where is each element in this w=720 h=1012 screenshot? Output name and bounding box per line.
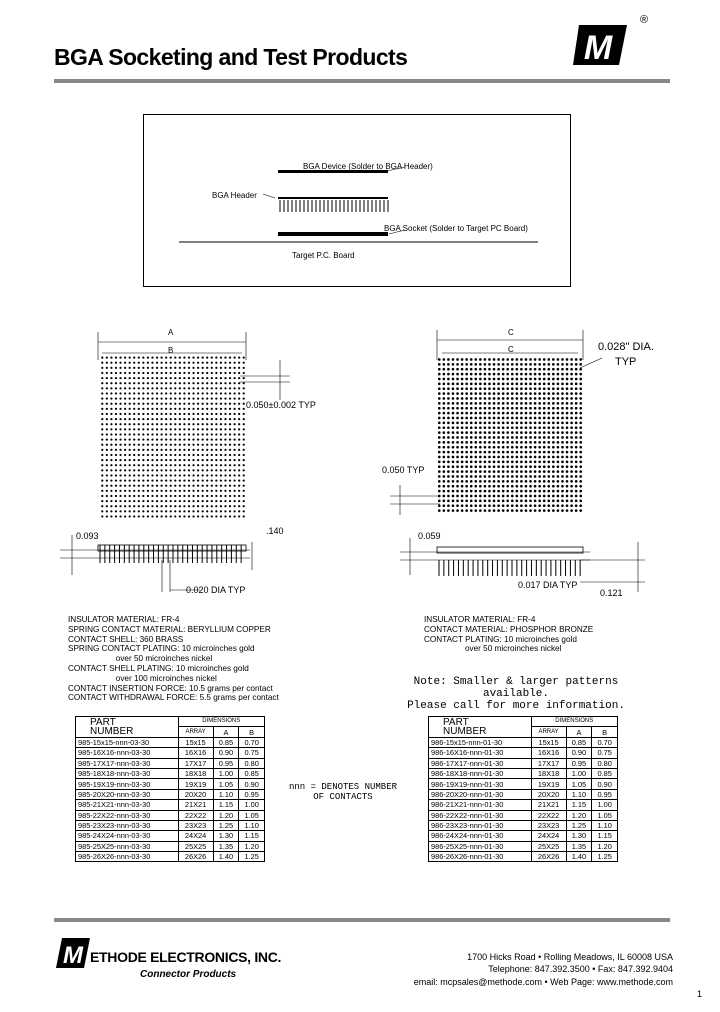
a-value-cell: 1.40 bbox=[213, 852, 239, 862]
b-value-cell: 1.05 bbox=[239, 810, 265, 820]
a-value-cell: 1.20 bbox=[566, 810, 592, 820]
a-value-cell: 0.85 bbox=[213, 737, 239, 747]
a-value-cell: 0.90 bbox=[213, 748, 239, 758]
note-line-1: Note: Smaller & larger patterns available. bbox=[413, 676, 619, 700]
a-value-cell: 1.25 bbox=[566, 820, 592, 830]
array-cell: 20X20 bbox=[531, 789, 566, 799]
dim-b-label: B bbox=[168, 346, 174, 355]
division-name: Connector Products bbox=[140, 969, 237, 980]
table-row bbox=[429, 831, 618, 841]
footer-logo-letter: M bbox=[63, 942, 83, 969]
table-row bbox=[76, 737, 265, 747]
bga-socket-label: BGA Socket (Solder to Target PC Board) bbox=[384, 224, 528, 233]
part-number-cell: 986-17X17-nnn-01-30 bbox=[429, 758, 532, 768]
logo-letter: M bbox=[583, 29, 613, 67]
a-value-cell: 1.15 bbox=[213, 800, 239, 810]
part-number-cell: 986-19X19-nnn-01-30 bbox=[429, 779, 532, 789]
b-value-cell: 0.80 bbox=[592, 758, 618, 768]
part-number-cell: 985-19X19-nnn-03-30 bbox=[76, 779, 179, 789]
part-number-cell: 986-24X24-nnn-01-30 bbox=[429, 831, 532, 841]
bga-device-label: BGA Device (Solder to BGA Header) bbox=[303, 162, 433, 171]
array-cell: 17X17 bbox=[178, 758, 213, 768]
a-value-cell: 1.35 bbox=[566, 841, 592, 851]
a-value-cell: 1.15 bbox=[566, 800, 592, 810]
array-cell: 18X18 bbox=[178, 768, 213, 778]
registered-mark: ® bbox=[640, 14, 649, 26]
table-row bbox=[76, 748, 265, 758]
b-value-cell: 0.90 bbox=[592, 779, 618, 789]
dimensions-header: DIMENSIONS bbox=[531, 717, 617, 727]
b-value-cell: 1.00 bbox=[592, 800, 618, 810]
b-value-cell: 1.15 bbox=[592, 831, 618, 841]
a-value-cell: 0.95 bbox=[566, 758, 592, 768]
array-cell: 23X23 bbox=[531, 820, 566, 830]
b-value-cell: 0.90 bbox=[239, 779, 265, 789]
target-board-label: Target P.C. Board bbox=[292, 251, 355, 260]
b-header: B bbox=[239, 727, 265, 737]
array-cell: 22X22 bbox=[531, 810, 566, 820]
array-cell: 16X16 bbox=[531, 748, 566, 758]
part-number-cell: 985-26X26-nnn-03-30 bbox=[76, 852, 179, 862]
b-header: B bbox=[592, 727, 618, 737]
part-number-cell: 985-15x15-nnn-03-30 bbox=[76, 737, 179, 747]
right-part-table bbox=[428, 716, 618, 862]
part-header: PART bbox=[90, 716, 116, 728]
right-121-label: 0.121 bbox=[600, 588, 623, 598]
a-value-cell: 1.40 bbox=[566, 852, 592, 862]
part-header-cell bbox=[76, 717, 179, 738]
array-cell: 23X23 bbox=[178, 820, 213, 830]
right-dia2-label: 0.017 DIA TYP bbox=[518, 580, 578, 590]
a-value-cell: 1.00 bbox=[213, 768, 239, 778]
array-cell: 17X17 bbox=[531, 758, 566, 768]
a-value-cell: 1.30 bbox=[566, 831, 592, 841]
dimensions-header: DIMENSIONS bbox=[178, 717, 264, 727]
a-header: A bbox=[566, 727, 592, 737]
array-cell: 25X25 bbox=[178, 841, 213, 851]
dim-c2-label: C bbox=[508, 345, 514, 354]
table-row bbox=[429, 758, 618, 768]
left-dimension-lines bbox=[40, 320, 330, 610]
b-value-cell: 1.20 bbox=[239, 841, 265, 851]
b-value-cell: 0.75 bbox=[239, 748, 265, 758]
part-number-cell: 985-25X25-nnn-03-30 bbox=[76, 841, 179, 851]
left-140-label: .140 bbox=[266, 526, 284, 536]
table-row bbox=[429, 841, 618, 851]
left-part-table bbox=[75, 716, 265, 862]
part-number-cell: 986-16X16-nnn-01-30 bbox=[429, 748, 532, 758]
part-number-cell: 985-24X24-nnn-03-30 bbox=[76, 831, 179, 841]
b-value-cell: 0.75 bbox=[592, 748, 618, 758]
left-dia-label: 0.020 DIA TYP bbox=[186, 585, 246, 595]
right-pitch-label: 0.050 TYP bbox=[382, 465, 425, 475]
part-number-cell: 986-20X20-nnn-01-30 bbox=[429, 789, 532, 799]
part-number-cell: 986-26X26-nnn-01-30 bbox=[429, 852, 532, 862]
array-cell: 15x15 bbox=[531, 737, 566, 747]
part-header: PART bbox=[443, 716, 469, 728]
a-value-cell: 1.00 bbox=[566, 768, 592, 778]
table-row bbox=[76, 789, 265, 799]
phone: Telephone: 847.392.3500 • Fax: 847.392.9404 bbox=[488, 964, 673, 974]
part-number-cell: 986-21X21-nnn-01-30 bbox=[429, 800, 532, 810]
title-rule bbox=[54, 79, 670, 83]
b-value-cell: 1.20 bbox=[592, 841, 618, 851]
b-value-cell: 1.10 bbox=[592, 820, 618, 830]
array-cell: 19X19 bbox=[531, 779, 566, 789]
table-row bbox=[429, 820, 618, 830]
methode-logo bbox=[573, 19, 627, 67]
part-number-cell: 986-23X23-nnn-01-30 bbox=[429, 820, 532, 830]
part-header-cell bbox=[429, 717, 532, 738]
b-value-cell: 1.25 bbox=[592, 852, 618, 862]
table-row bbox=[76, 758, 265, 768]
right-dia-label: 0.028" DIA. bbox=[598, 341, 654, 353]
part-number-cell: 985-16X16-nnn-03-30 bbox=[76, 748, 179, 758]
page-title: BGA Socketing and Test Products bbox=[54, 44, 408, 70]
a-value-cell: 1.10 bbox=[213, 789, 239, 799]
array-cell: 26X26 bbox=[531, 852, 566, 862]
denotes-line-2: OF CONTACTS bbox=[313, 792, 373, 802]
number-header: NUMBER bbox=[90, 725, 134, 737]
a-value-cell: 0.85 bbox=[566, 737, 592, 747]
dim-c1-label: C bbox=[508, 328, 514, 337]
page-number: 1 bbox=[697, 989, 703, 999]
company-name: ETHODE ELECTRONICS, INC. bbox=[90, 949, 282, 965]
a-value-cell: 1.30 bbox=[213, 831, 239, 841]
b-value-cell: 0.85 bbox=[239, 768, 265, 778]
table-row bbox=[76, 820, 265, 830]
table-row bbox=[429, 852, 618, 862]
assembly-diagram bbox=[143, 114, 571, 287]
table-row bbox=[429, 779, 618, 789]
note bbox=[396, 676, 636, 712]
a-value-cell: 1.10 bbox=[566, 789, 592, 799]
b-value-cell: 0.85 bbox=[592, 768, 618, 778]
b-value-cell: 1.00 bbox=[239, 800, 265, 810]
array-cell: 25X25 bbox=[531, 841, 566, 851]
a-header: A bbox=[213, 727, 239, 737]
part-number-cell: 986-25X25-nnn-01-30 bbox=[429, 841, 532, 851]
array-cell: 16X16 bbox=[178, 748, 213, 758]
a-value-cell: 1.25 bbox=[213, 820, 239, 830]
array-cell: 20X20 bbox=[178, 789, 213, 799]
part-number-cell: 985-20X20-nnn-03-30 bbox=[76, 789, 179, 799]
right-typ-label: TYP bbox=[615, 356, 637, 368]
table-row bbox=[429, 810, 618, 820]
part-number-cell: 986-22X22-nnn-01-30 bbox=[429, 810, 532, 820]
a-value-cell: 1.35 bbox=[213, 841, 239, 851]
b-value-cell: 1.15 bbox=[239, 831, 265, 841]
array-cell: 24X24 bbox=[531, 831, 566, 841]
a-value-cell: 1.05 bbox=[566, 779, 592, 789]
b-value-cell: 0.80 bbox=[239, 758, 265, 768]
part-number-cell: 985-21X21-nnn-03-30 bbox=[76, 800, 179, 810]
a-value-cell: 0.95 bbox=[213, 758, 239, 768]
part-number-cell: 986-18X18-nnn-01-30 bbox=[429, 768, 532, 778]
array-cell: 21X21 bbox=[178, 800, 213, 810]
bga-header-label: BGA Header bbox=[212, 191, 257, 200]
table-row bbox=[429, 748, 618, 758]
table-row bbox=[76, 852, 265, 862]
left-093-label: 0.093 bbox=[76, 531, 99, 541]
note-line-2: Please call for more information. bbox=[407, 700, 625, 712]
table-row bbox=[429, 768, 618, 778]
array-cell: 26X26 bbox=[178, 852, 213, 862]
table-row bbox=[76, 768, 265, 778]
array-cell: 19X19 bbox=[178, 779, 213, 789]
b-value-cell: 0.95 bbox=[592, 789, 618, 799]
table-row bbox=[76, 831, 265, 841]
right-059-label: 0.059 bbox=[418, 531, 441, 541]
b-value-cell: 0.70 bbox=[239, 737, 265, 747]
b-value-cell: 1.25 bbox=[239, 852, 265, 862]
array-cell: 21X21 bbox=[531, 800, 566, 810]
a-value-cell: 0.90 bbox=[566, 748, 592, 758]
dim-a-label: A bbox=[168, 328, 174, 337]
b-value-cell: 1.10 bbox=[239, 820, 265, 830]
table-row bbox=[429, 789, 618, 799]
denotes-note bbox=[268, 782, 418, 802]
table-row bbox=[76, 841, 265, 851]
part-number-cell: 985-22X22-nnn-03-30 bbox=[76, 810, 179, 820]
array-cell: 24X24 bbox=[178, 831, 213, 841]
table-row bbox=[76, 779, 265, 789]
right-specs: INSULATOR MATERIAL: FR-4 CONTACT MATERIAL: PHOSPHOR BRONZE CONTACT PLATING: 10 microinches gold over 50 microinches nickel bbox=[424, 615, 594, 654]
email-web: email: mcpsales@methode.com • Web Page: www.methode.com bbox=[413, 977, 673, 987]
table-row bbox=[429, 737, 618, 747]
array-cell: 15x15 bbox=[178, 737, 213, 747]
part-number-cell: 986-15x15-nnn-01-30 bbox=[429, 737, 532, 747]
header-pins bbox=[278, 197, 388, 199]
address: 1700 Hicks Road • Rolling Meadows, IL 60008 USA bbox=[467, 952, 673, 962]
a-value-cell: 1.05 bbox=[213, 779, 239, 789]
denotes-line-1: nnn = DENOTES NUMBER bbox=[288, 782, 398, 792]
number-header: NUMBER bbox=[443, 725, 487, 737]
table-row bbox=[76, 810, 265, 820]
left-side-pins bbox=[98, 545, 248, 565]
table-row bbox=[429, 800, 618, 810]
part-number-cell: 985-23X23-nnn-03-30 bbox=[76, 820, 179, 830]
left-pitch-label: 0.050±0.002 TYP bbox=[246, 400, 316, 410]
part-number-cell: 985-17X17-nnn-03-30 bbox=[76, 758, 179, 768]
array-header: ARRAY bbox=[531, 727, 566, 737]
b-value-cell: 0.95 bbox=[239, 789, 265, 799]
footer-logo bbox=[56, 936, 88, 968]
part-number-cell: 985-18X18-nnn-03-30 bbox=[76, 768, 179, 778]
array-cell: 22X22 bbox=[178, 810, 213, 820]
b-value-cell: 0.70 bbox=[592, 737, 618, 747]
a-value-cell: 1.20 bbox=[213, 810, 239, 820]
footer-rule bbox=[54, 918, 670, 922]
array-cell: 18X18 bbox=[531, 768, 566, 778]
table-row bbox=[76, 800, 265, 810]
left-specs: INSULATOR MATERIAL: FR-4 SPRING CONTACT MATERIAL: BERYLLIUM COPPER CONTACT SHELL: 360 BRASS SPRING CONTACT PLATING: 10 microinches gold over 50 microinches nickel CONTACT SHELL PLATING: 10 microinches gold over 100 microinches nickel CONTACT INSERTION FORCE: 10.5 grams per contact CONTACT WITHDRAWAL FORCE: 5.5 grams per contact bbox=[68, 615, 279, 703]
array-header: ARRAY bbox=[178, 727, 213, 737]
b-value-cell: 1.05 bbox=[592, 810, 618, 820]
